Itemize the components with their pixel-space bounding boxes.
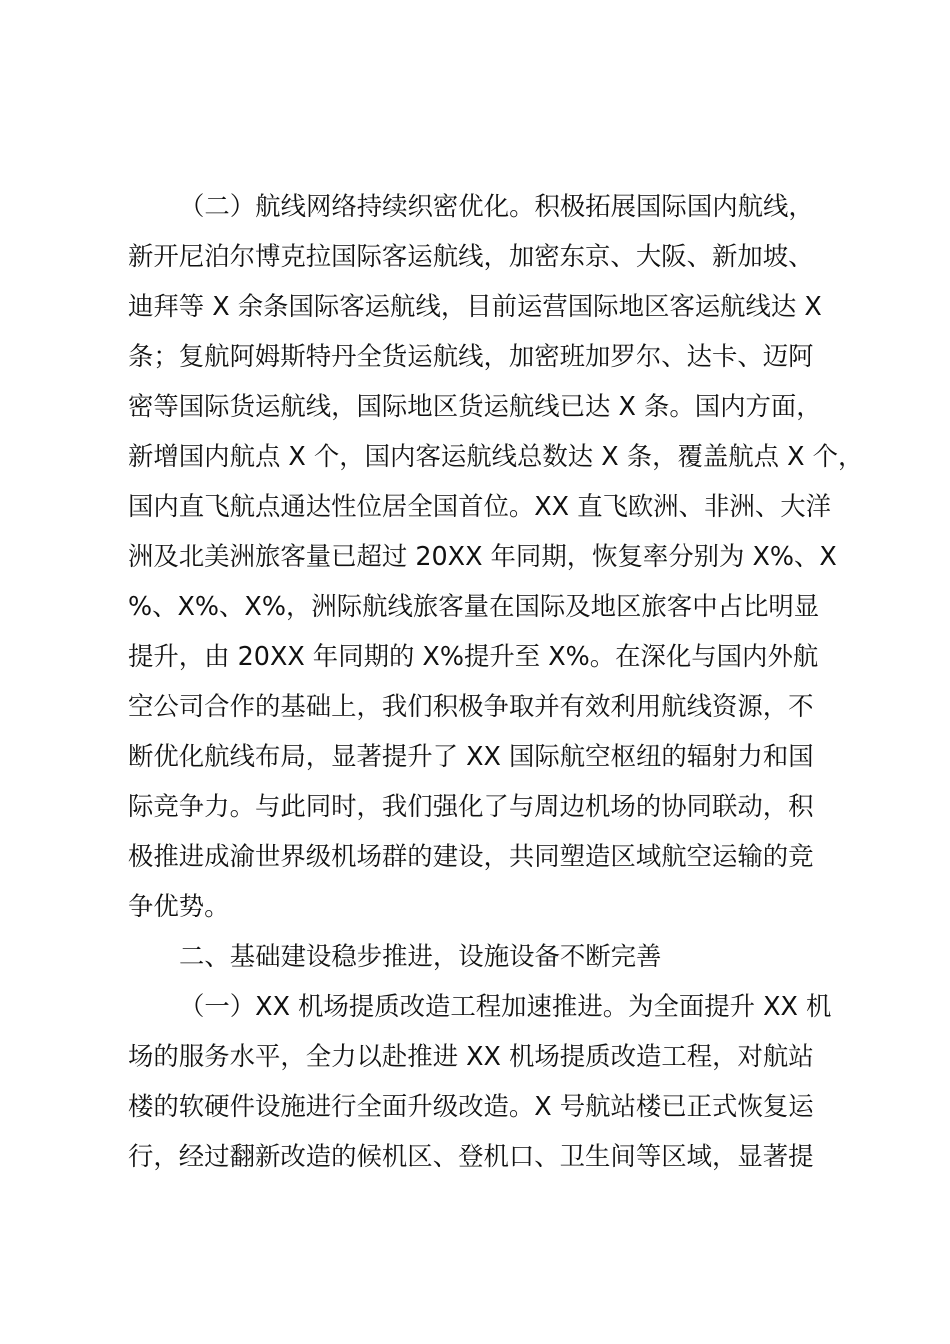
document-body <box>128 181 864 1181</box>
paragraph-line: 新开尼泊尔博克拉国际客运航线，加密东京、大阪、新加坡、 <box>128 241 814 271</box>
paragraph-line: 迪拜等 X 余条国际客运航线，目前运营国际地区客运航线达 X <box>128 291 822 321</box>
paragraph-airport-renovation <box>128 981 843 1181</box>
paragraph-line: 密等国际货运航线，国际地区货运航线已达 X 条。国内方面， <box>128 391 822 421</box>
paragraph-line: 断优化航线布局，显著提升了 XX 国际航空枢纽的辐射力和国 <box>128 741 814 771</box>
paragraph-line: （二）航线网络持续织密优化。积极拓展国际国内航线， <box>179 191 814 221</box>
paragraph-air-route-network <box>128 181 864 931</box>
paragraph-line: 极推进成渝世界级机场群的建设，共同塑造区域航空运输的竞 <box>128 841 814 871</box>
paragraph-line: 场的服务水平，全力以赴推进 XX 机场提质改造工程，对航站 <box>128 1041 814 1071</box>
paragraph-line: 新增国内航点 X 个，国内客运航线总数达 X 条，覆盖航点 X 个， <box>128 441 864 471</box>
paragraph-line: 空公司合作的基础上，我们积极争取并有效利用航线资源，不 <box>128 691 814 721</box>
paragraph-line: 楼的软硬件设施进行全面升级改造。X 号航站楼已正式恢复运 <box>128 1091 814 1121</box>
paragraph-line: 行，经过翻新改造的候机区、登机口、卫生间等区域，显著提 <box>128 1141 814 1171</box>
paragraph-line: 提升，由 20XX 年同期的 X%提升至 X%。在深化与国内外航 <box>128 641 819 671</box>
paragraph-line: 国内直飞航点通达性位居全国首位。XX 直飞欧洲、非洲、大洋 <box>128 491 832 521</box>
paragraph-line: 洲及北美洲旅客量已超过 20XX 年同期，恢复率分别为 X%、X <box>128 541 837 571</box>
paragraph-line: 条；复航阿姆斯特丹全货运航线，加密班加罗尔、达卡、迈阿 <box>128 341 814 371</box>
section-heading: 二、基础建设稳步推进，设施设备不断完善 <box>179 941 662 971</box>
paragraph-line: 争优势。 <box>128 891 230 921</box>
paragraph-line: （一）XX 机场提质改造工程加速推进。为全面提升 XX 机 <box>179 991 832 1021</box>
paragraph-line: 际竞争力。与此同时，我们强化了与周边机场的协同联动，积 <box>128 791 814 821</box>
paragraph-line: %、X%、X%，洲际航线旅客量在国际及地区旅客中占比明显 <box>128 591 820 621</box>
